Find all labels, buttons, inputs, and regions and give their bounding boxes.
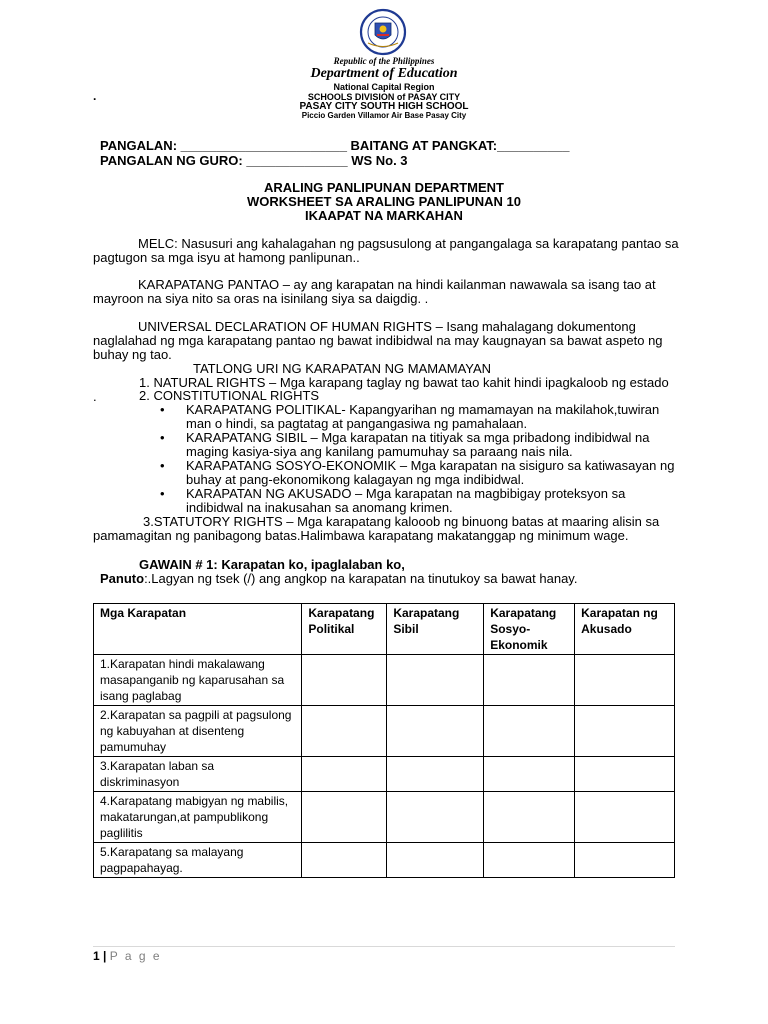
bullet-political-text: KARAPATANG POLITIKAL- Kapangyarihan ng mamamayan na makilahok,tuwiran man o hindi, sa pagtatag at pangangasiwa ng pamahalaan. [186, 402, 660, 431]
checkbox-cell[interactable] [575, 843, 675, 878]
bullet-political [162, 403, 682, 431]
panuto-line [100, 571, 577, 586]
title-worksheet: WORKSHEET SA ARALING PANLIPUNAN 10 [247, 194, 521, 209]
page-separator: | [103, 949, 107, 963]
checkbox-cell[interactable] [387, 843, 484, 878]
division-heading: SCHOOLS DIVISION of PASAY CITY [307, 92, 461, 102]
checkbox-cell[interactable] [484, 706, 575, 757]
checkbox-cell[interactable] [484, 843, 575, 878]
bullet-icon: • [160, 402, 165, 417]
checkbox-cell[interactable] [575, 757, 675, 792]
melc-paragraph: MELC: Nasusuri ang kahalagahan ng pagsusulong at pangangalaga sa karapatang pantao sa pagtugon sa mga isyu at hamong panlipunan.. [93, 236, 679, 265]
checkbox-cell[interactable] [575, 706, 675, 757]
stray-dot: . [93, 89, 97, 103]
page-number: 1 [93, 949, 100, 963]
row-right-label: 4.Karapatang mabigyan ng mabilis, makatarungan,at pampublikong paglilitis [94, 792, 302, 843]
table-row [94, 706, 675, 757]
karapatang-pantao-paragraph: KARAPATANG PANTAO – ay ang karapatan na hindi kailanman nawawala sa isang tao at mayroon na siya nito sa oras na isinilang siya sa daigdig. . [93, 277, 656, 306]
table-row [94, 655, 675, 706]
page-label: P a g e [109, 949, 162, 963]
table-header-row [94, 604, 675, 655]
constitutional-dot: . [93, 389, 97, 404]
header-politikal: Karapatang Politikal [302, 604, 387, 655]
table-row [94, 792, 675, 843]
bullet-civil-text: KARAPATANG SIBIL – Mga karapatan na titiyak sa mga pribadong indibidwal na maging kasiya-siya ang kanilang pamumuhay sa paraang nais nila. [186, 430, 650, 459]
republic-heading: Republic of the Philippines [333, 56, 435, 66]
page-footer [93, 949, 162, 963]
checkbox-cell[interactable] [302, 706, 387, 757]
bullet-icon: • [160, 486, 165, 501]
checkbox-cell[interactable] [387, 655, 484, 706]
udhr-paragraph: UNIVERSAL DECLARATION OF HUMAN RIGHTS – Isang mahalagang dokumentong naglalahad ng mga karapatang pantao ng bawat indibidwal na may kaugnayan sa bawat aspeto ng buhay ng tao. [93, 319, 663, 362]
panuto-label: Panuto [100, 571, 145, 586]
header-sosyo-ekonomik: Karapatang Sosyo-Ekonomik [484, 604, 575, 655]
checkbox-cell[interactable] [484, 655, 575, 706]
bullet-icon: • [160, 458, 165, 473]
header-sibil: Karapatang Sibil [387, 604, 484, 655]
checkbox-cell[interactable] [302, 655, 387, 706]
table-row [94, 757, 675, 792]
constitutional-rights-line: 2. CONSTITUTIONAL RIGHTS [139, 388, 320, 403]
checkbox-cell[interactable] [484, 792, 575, 843]
checkbox-cell[interactable] [575, 655, 675, 706]
checkbox-cell[interactable] [484, 757, 575, 792]
row-right-label: 3.Karapatan laban sa diskriminasyon [94, 757, 302, 792]
title-quarter: IKAAPAT NA MARKAHAN [305, 208, 463, 223]
checkbox-cell[interactable] [387, 792, 484, 843]
header-mga-karapatan: Mga Karapatan [94, 604, 302, 655]
bullet-socio-economic-text: KARAPATANG SOSYO-EKONOMIK – Mga karapatan na sisiguro sa katiwasayan ng buhay at pang-ekonomikong kalagayan ng mga indibidwal. [186, 458, 675, 487]
footer-divider [93, 946, 675, 947]
bullet-icon: • [160, 430, 165, 445]
checkbox-cell[interactable] [575, 792, 675, 843]
checkbox-cell[interactable] [302, 757, 387, 792]
title-department: ARALING PANLIPUNAN DEPARTMENT [263, 180, 504, 195]
three-rights-heading: TATLONG URI NG KARAPATAN NG MAMAMAYAN [193, 361, 492, 376]
checkbox-cell[interactable] [302, 843, 387, 878]
row-right-label: 5.Karapatang sa malayang pagpapahayag. [94, 843, 302, 878]
row-right-label: 1.Karapatan hindi makalawang masapanganib ng kaparusahan sa isang paglabag [94, 655, 302, 706]
department-heading: Department of Education [310, 66, 458, 81]
student-name-field[interactable]: PANGALAN: _______________________ BAITANG AT PANGKAT:__________ [100, 138, 570, 153]
region-heading: National Capital Region [333, 82, 435, 92]
statutory-rights-paragraph: 3.STATUTORY RIGHTS – Mga karapatang kalooob ng binuong batas at maaring alisin sa pamamagitan ng panibagong batas.Halimbawa karapatang makatanggap ng minimum wage. [93, 514, 660, 543]
bullet-civil [162, 431, 682, 459]
worksheet-table [93, 603, 675, 878]
header-akusado: Karapatan ng Akusado [575, 604, 675, 655]
bullet-accused [162, 487, 682, 515]
checkbox-cell[interactable] [302, 792, 387, 843]
panuto-text: :.Lagyan ng tsek (/) ang angkop na karapatan na tinutukoy sa bawat hanay. [144, 571, 578, 586]
checkbox-cell[interactable] [387, 706, 484, 757]
bullet-socio-economic [162, 459, 682, 487]
table-row [94, 843, 675, 878]
checkbox-cell[interactable] [387, 757, 484, 792]
natural-rights-line: 1. NATURAL RIGHTS – Mga karapang taglay ng bawat tao kahit hindi ipagkaloob ng estado [139, 375, 669, 390]
row-right-label: 2.Karapatan sa pagpili at pagsulong ng kabuyahan at disenteng pamumuhay [94, 706, 302, 757]
bullet-accused-text: KARAPATAN NG AKUSADO – Mga karapatan na magbibigay proteksyon sa indibidwal na inakusahan sa anomang krimen. [186, 486, 626, 515]
school-heading: PASAY CITY SOUTH HIGH SCHOOL [299, 101, 469, 112]
deped-seal-logo [354, 8, 412, 56]
teacher-name-field[interactable]: PANGALAN NG GURO: ______________ WS No. 3 [100, 153, 408, 168]
gawain-heading: GAWAIN # 1: Karapatan ko, ipaglalaban ko, [139, 557, 405, 572]
school-address: Piccio Garden Villamor Air Base Pasay City [301, 111, 467, 120]
